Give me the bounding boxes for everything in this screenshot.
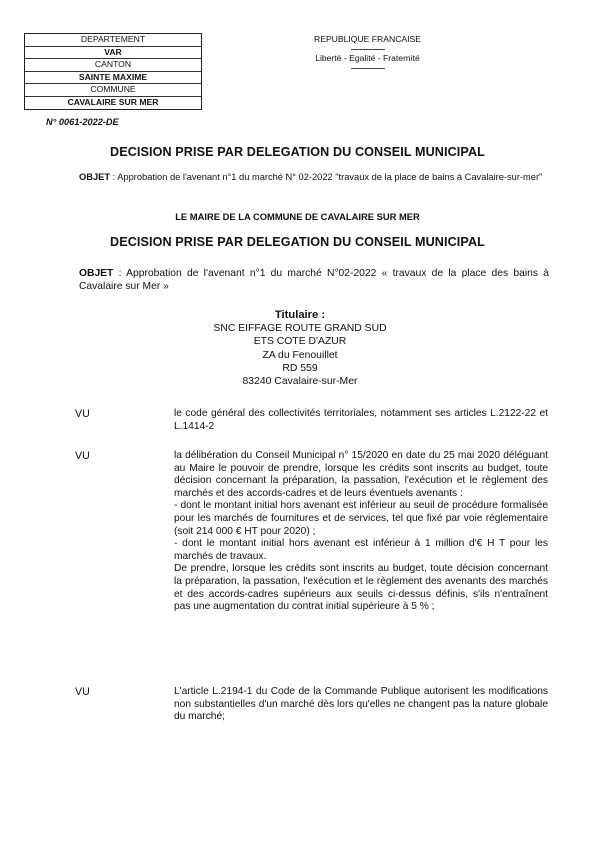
vu-clause <box>174 450 548 614</box>
admin-row: VAR <box>25 47 201 60</box>
objet-label: OBJET <box>79 172 110 182</box>
admin-row: CANTON <box>25 59 201 72</box>
vu-paragraph: - dont le montant initial hors avenant est inférieur au seuil de procédure formalisée pour les marchés de fournitures et de services, tel que fixé par voie réglementaire (soit 214 000 € HT pour 2020) ; <box>174 500 548 537</box>
admin-row: COMMUNE <box>25 84 201 97</box>
vu-label: VU <box>75 686 90 698</box>
vu-paragraph: De prendre, lorsque les crédits sont inscrits au budget, toute décision concernant la préparation, la passation, l'exécution et le règlement des avenants des marchés et des accords-cadres supérieurs aux seuils ci-dessus définis, s'ils n'entraînent pas une augmentation du contrat initial supérieure à 5 % ; <box>174 563 548 613</box>
objet-text: : Approbation de l'avenant n°1 du marché N° 02-2022 "travaux de la place de bains à Cavalaire-sur-mer" <box>110 172 543 182</box>
vu-paragraph: le code général des collectivités territoriales, notamment ses articles L.2122-22 et L.1414-2 <box>174 408 548 432</box>
admin-row: CAVALAIRE SUR MER <box>67 96 159 107</box>
vu-label: VU <box>75 408 90 420</box>
vu-clause <box>174 408 548 433</box>
titulaire-line: ZA du Fenouillet <box>262 349 338 361</box>
objet-text: : Approbation de l'avenant n°1 du marché N°02-2022 « travaux de la place des bains à Cavalaire sur Mer » <box>79 268 549 293</box>
titulaire-label: Titulaire : <box>274 309 326 321</box>
objet-summary <box>79 172 549 184</box>
admin-info-table <box>24 33 202 110</box>
objet-detail <box>79 267 549 293</box>
maire-line: LE MAIRE DE LA COMMUNE DE CAVALAIRE SUR MER <box>175 211 420 222</box>
objet-label: OBJET <box>79 268 114 279</box>
republic-header <box>290 34 445 72</box>
titulaire-line: SNC EIFFAGE ROUTE GRAND SUD <box>213 323 387 335</box>
vu-paragraph: la délibération du Conseil Municipal n° 15/2020 en date du 25 mai 2020 déléguant au Maire le pouvoir de prendre, lorsque les crédits sont inscrits au budget, toute décision concernant la préparation, la passation, l'exécution et le règlement des marchés et des accords-cadres et de leurs éventuels avenants : <box>174 450 548 499</box>
divider <box>351 68 385 69</box>
decision-title-2: DECISION PRISE PAR DELEGATION DU CONSEIL MUNICIPAL <box>110 235 485 249</box>
vu-paragraph: - dont le montant initial hors avenant est inférieur à 1 million d'€ H T pour les marchés de travaux. <box>174 538 548 562</box>
republic-motto: Liberté - Egalité - Fraternité <box>315 53 420 63</box>
vu-label: VU <box>75 450 90 462</box>
admin-row: SAINTE MAXIME <box>25 72 201 85</box>
republic-title: REPUBLIQUE FRANCAISE <box>314 34 421 44</box>
titulaire-line: RD 559 <box>282 362 318 374</box>
titulaire-line: 83240 Cavalaire-sur-Mer <box>242 376 358 388</box>
decision-reference: N° 0061-2022-DE <box>46 117 119 127</box>
titulaire-block <box>170 309 430 388</box>
vu-clause <box>174 686 548 724</box>
admin-row: DEPARTEMENT <box>25 34 201 47</box>
vu-paragraph: L'article L.2194-1 du Code de la Commande Publique autorisent les modifications non substantielles d'un marché dès lors qu'elles ne changent pas la nature globale du marché; <box>174 686 548 723</box>
titulaire-line: ETS COTE D'AZUR <box>253 336 347 348</box>
divider <box>351 49 385 50</box>
decision-title: DECISION PRISE PAR DELEGATION DU CONSEIL MUNICIPAL <box>110 145 485 159</box>
